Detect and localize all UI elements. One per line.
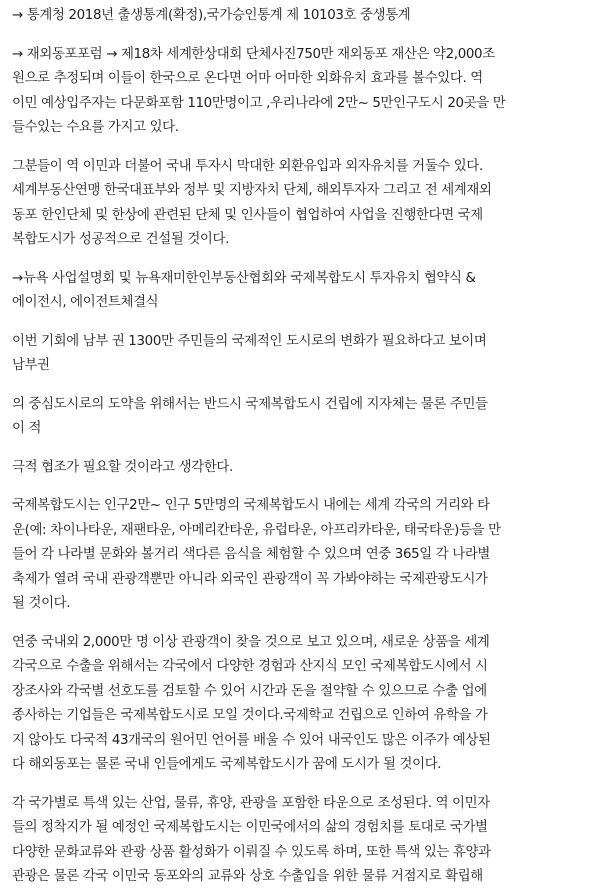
text-line: 연중 국내외 2,000만 명 이상 관광객이 찾을 것으로 보고 있으며, 새로운 상품을 세계: [12, 634, 490, 650]
paragraph-investment-cooperation: [12, 155, 590, 253]
text-line: →뉴욕 사업설명회 및 뉴욕재미한인부동산협회와 국제복합도시 투자유치 협약식 &: [12, 270, 476, 286]
text-line: 국제복합도시는 인구2만~ 인구 5만명의 국제복합도시 내에는 세계 각국의 거리와 타: [12, 498, 490, 513]
text-line: 운(예: 차이나타운, 재팬타운, 아메리칸타운, 유럽타운, 아프리카타운, 태국타운)등을 만: [12, 522, 501, 538]
text-line: 남부권: [12, 358, 50, 373]
text-line: 지 않아도 다국적 43개국의 원어민 언어를 배울 수 있어 내국인도 많은 이주가 예상된: [12, 732, 491, 748]
text-line: 될 것이다.: [12, 596, 71, 611]
paragraph-cooperation-needed: [12, 456, 590, 481]
text-line: → 재외동포포럼 → 제18차 세계한상대회 단체사진750만 재외동포 재산은 약2,000조: [12, 46, 495, 62]
paragraph-country-themed-towns: [12, 792, 590, 890]
text-line: 다양한 문화교류와 관광 상품 활성화가 이뤄질 수 있도록 하며, 또한 특색 있는 휴양과: [12, 844, 491, 860]
paragraph-southern-region: [12, 330, 590, 379]
text-line: 세계부동산연맹 한국대표부와 정부 및 지방자치 단체, 해외투자자 그리고 전 세계재외: [12, 183, 492, 198]
text-line: → 통계청 2018년 출생통계(확정),국가승인통계 제 10103호 중생통계: [12, 8, 411, 23]
text-line: 장조사와 각국별 선호도를 검토할 수 있어 시간과 돈을 절약할 수 있으므로 수출 업에: [12, 683, 487, 699]
text-line: 들어 각 나라별 문화와 볼거리 색다른 음식을 체험할 수 있으며 연중 365일 각 나라별: [12, 547, 491, 562]
paragraph-tourism-export: [12, 631, 590, 778]
text-line: 축제가 열려 국내 관광객뿐만 아니라 외국인 관광객이 꼭 가봐야하는 국제관광도시가: [12, 571, 488, 587]
text-line: 극적 협조가 필요할 것이라고 생각한다.: [12, 459, 233, 475]
paragraph-new-york-briefing: [12, 267, 590, 316]
text-line: 의 중심도시로의 도약을 위해서는 반드시 국제복합도시 건립에 지자체는 물론 주민들: [12, 396, 488, 412]
text-line: 각국으로 수출을 위해서는 각국에서 다양한 경험과 산지식 모인 국제복합도시에서 시: [12, 659, 488, 674]
paragraph-overseas-koreans-forum: [12, 43, 590, 141]
paragraph-statistics-source: [12, 4, 590, 29]
text-line: 에이전시, 에이전트체결식: [12, 295, 159, 310]
text-line: 각 국가별로 특색 있는 산업, 물류, 휴양, 관광을 포함한 타운으로 조성된다. 역 이민자: [12, 795, 490, 811]
text-line: 관광은 물론 각국 이민국 동포와의 교류와 상호 수출입을 위한 물류 거점지로 확립해: [12, 869, 483, 884]
text-line: 복합도시가 성공적으로 건설될 것이다.: [12, 232, 229, 247]
text-line: 이 적: [12, 421, 42, 436]
text-line: 이민 예상입주자는 다문화포함 110만명이고 ,우리나라에 2만~ 5만인구도시 20곳을 만: [12, 95, 506, 111]
text-line: 종사하는 기업들은 국제복합도시로 모일 것이다.국제학교 건립으로 인하여 유학을 가: [12, 708, 488, 723]
text-line: 다 해외동포는 물론 국내 인들에게도 국제복합도시가 꿈에 도시가 될 것이다.: [12, 757, 442, 772]
text-line: 이번 기회에 남부 권 1300만 주민들의 국제적인 도시로의 변화가 필요하다고 보이며: [12, 333, 487, 349]
text-line: 들수있는 수요를 가지고 있다.: [12, 120, 179, 135]
paragraph-international-towns: [12, 494, 590, 617]
paragraph-central-city-leap: [12, 393, 590, 442]
text-line: 동포 한인단체 및 한상에 관련된 단체 및 인사들이 협업하여 사업을 진행한다면 국제: [12, 207, 483, 223]
text-line: 그분들이 역 이민과 더불어 국내 투자시 막대한 외환유입과 외자유치를 거둘수 있다.: [12, 158, 483, 174]
text-line: 들의 정착지가 될 예정인 국제복합도시는 이민국에서의 삶의 경험치를 토대로 국가별: [12, 820, 488, 835]
text-line: 원으로 추정되며 이들이 한국으로 온다면 어마 어마한 외화유치 효과를 볼수있다. 역: [12, 71, 483, 86]
